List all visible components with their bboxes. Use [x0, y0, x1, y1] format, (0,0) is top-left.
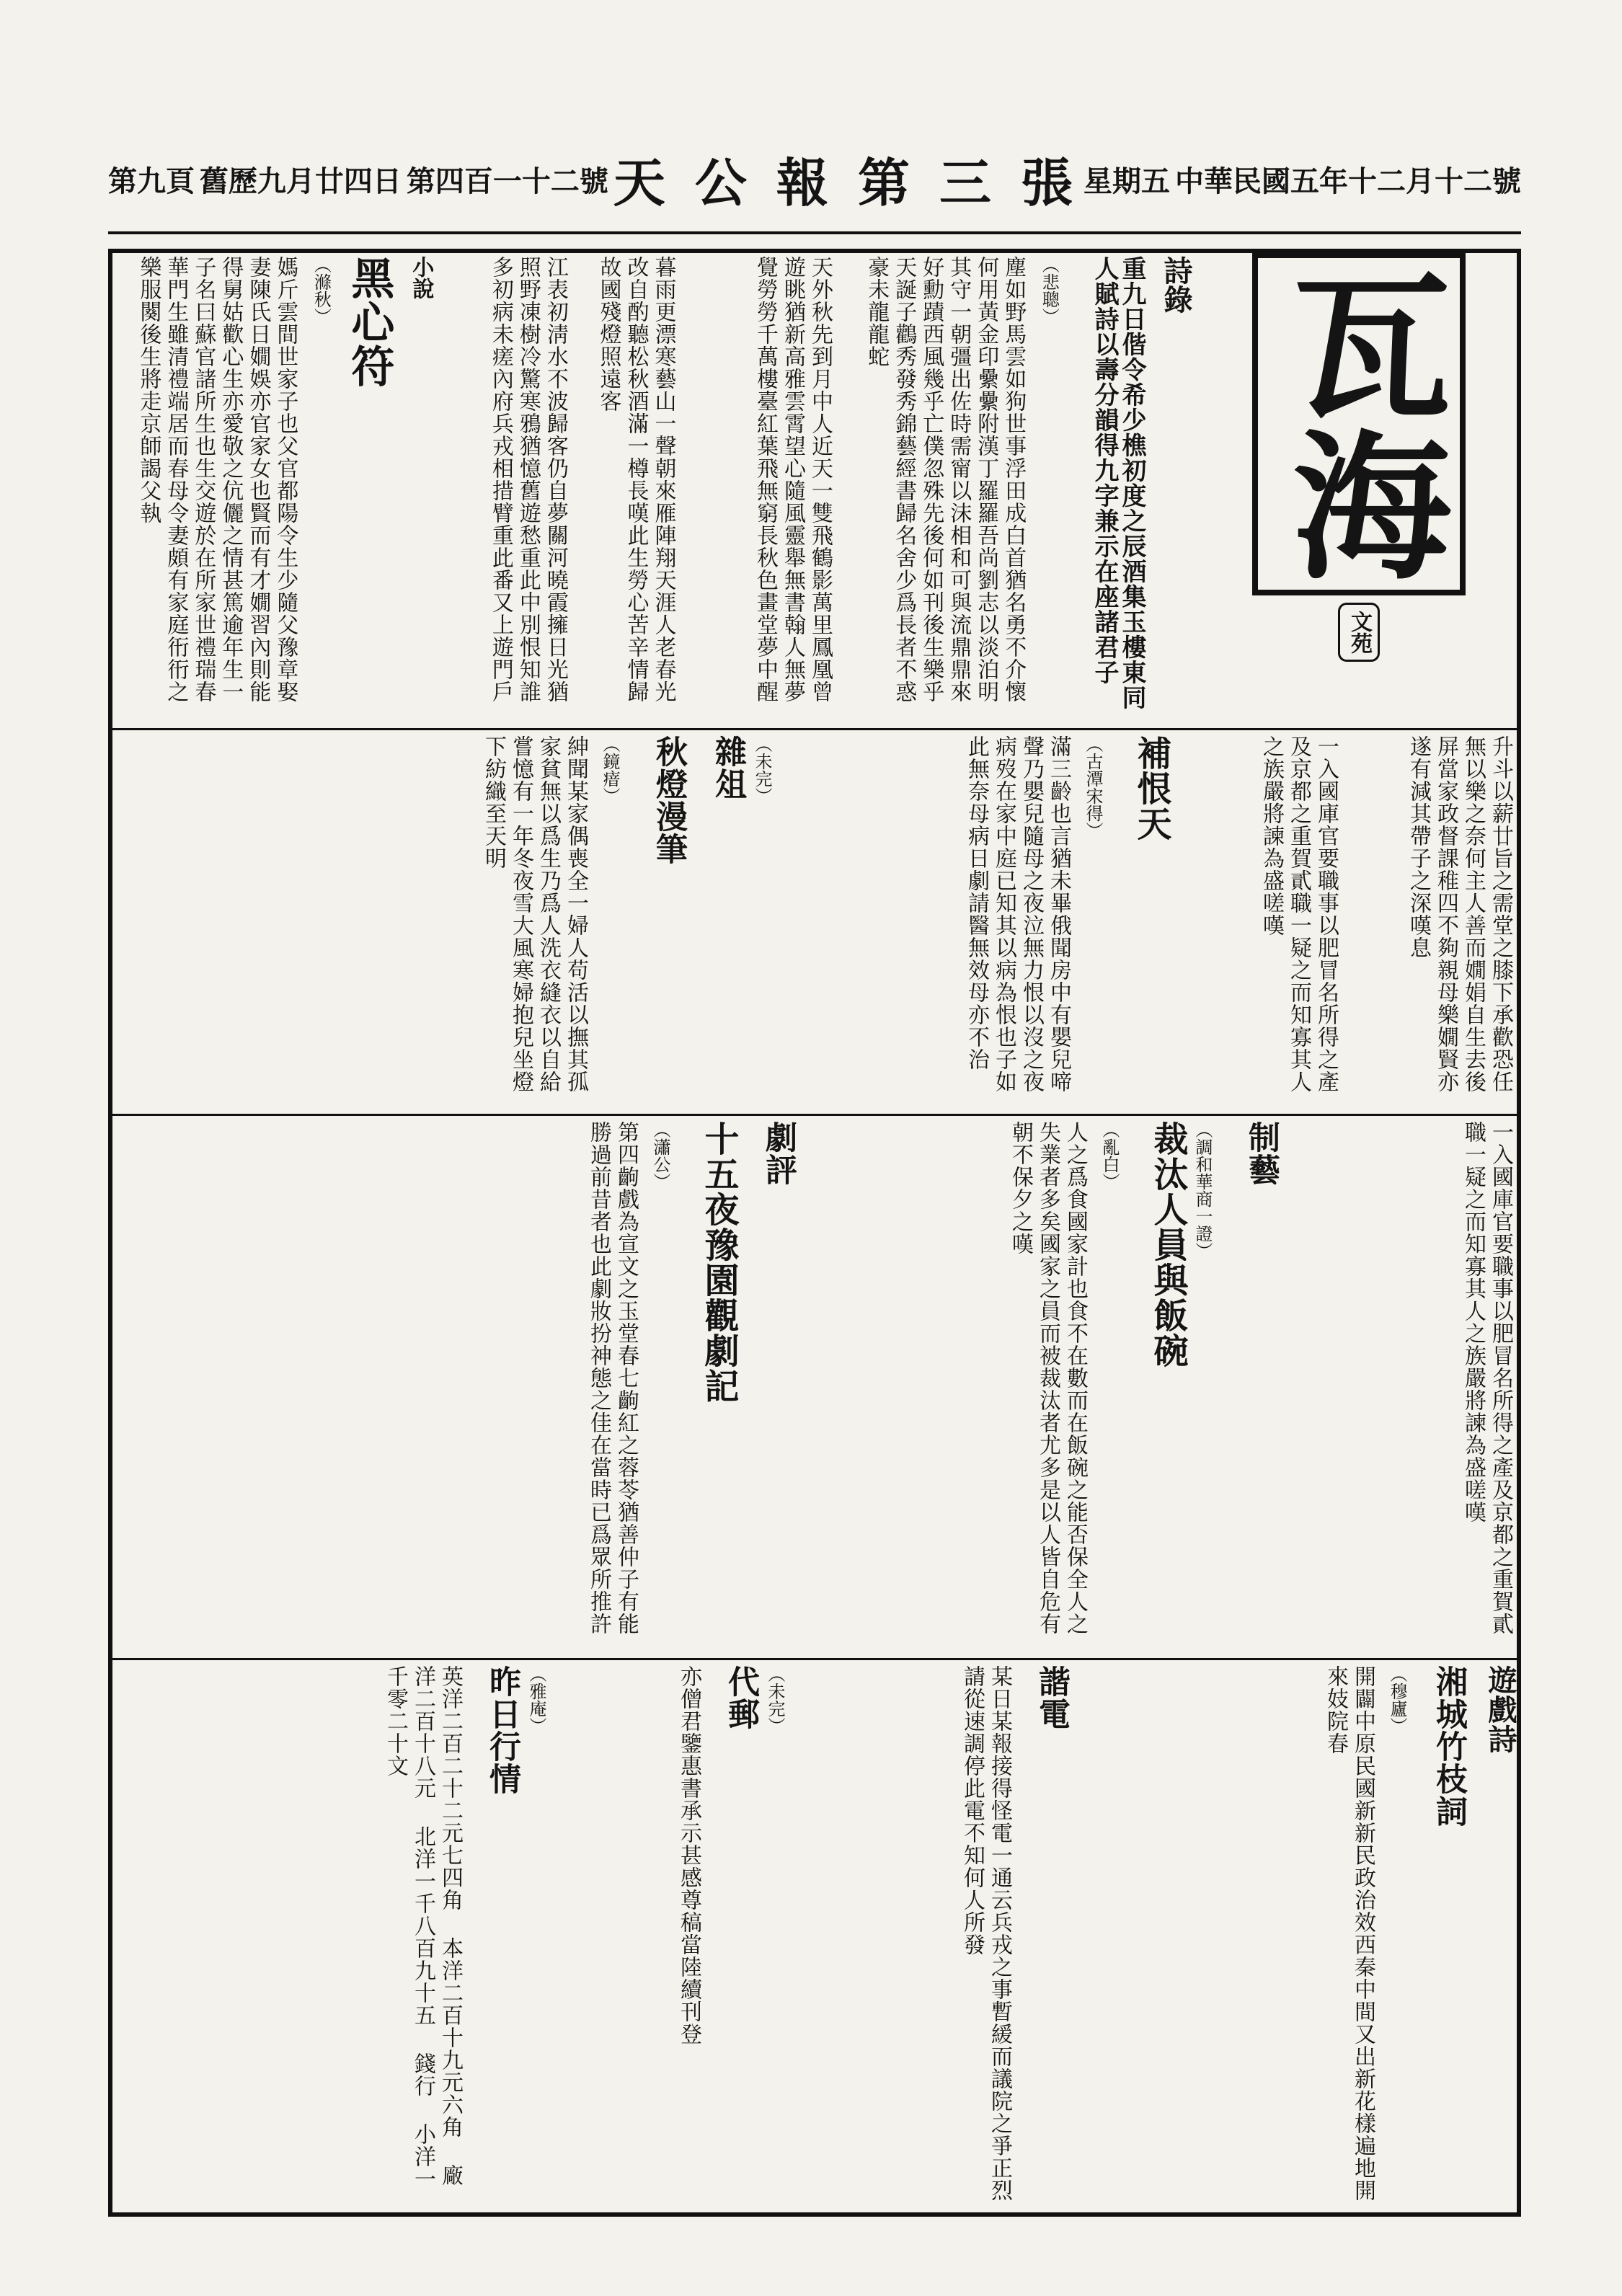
poem-body: 塵如野馬雲如狗世事浮田成白首猶名勇不介懷何用黃金印纍纍附漢丁羅羅吾尚劉志以淡泊明其守一朝彊出佐時需甯以沫相和可與流鼎鼎來好勳蹟西風幾乎亡僕忽殊先後何如刊後生樂乎天誕子鸛秀發秀錦藝經書歸名舍少爲長者不惑豪未龍龍蛇: [864, 256, 1027, 703]
masthead-title: 瓦海: [1252, 252, 1466, 595]
novel-body: 媽斤雲間世家子也父官都陽令生少隨父豫章娶妻陳氏日嫺娛亦官家女也賢而有才嫺習內則能得舅姑歡心生亦愛敬之伉儷之情甚篤逾年生一子名曰蘇官諸所生也生交遊於在所家世禮瑞春華門生雖清禮端居而春母令妻頗有家庭衎衎之樂服闋後生將走京師謁父執: [136, 256, 298, 703]
art-body: 人之爲食國家計也食不在數而在飯碗之能否保全人之失業者多矣國家之員而被裁汰者尤多是以人皆自危有朝不保夕之嘆: [1008, 1121, 1088, 1635]
divider-row-1: [112, 728, 1517, 730]
poem-body-4: 江表初淸水不波歸客仍自夢關河曉霞擁日光猶照野凍樹冷驚寒鴉猶憶舊遊愁重此中別恨知誰多初病未瘥內府兵戎相措臂重此番又上遊門戶: [487, 256, 568, 703]
proxy-end: （雅庵）: [526, 1665, 546, 1734]
art-ref: （調和華商一證）: [1192, 1121, 1213, 1259]
phone-end: （未完）: [765, 1665, 785, 1734]
drama-section-head: 劇評: [760, 1121, 797, 1186]
econ-head: 昨日行情: [484, 1665, 520, 1795]
continuation-3: 一入國庫官要職事以肥冒名所得之產及京都之重賀貳職一疑之而知寡其人之族嚴將諫為盛嗟嘆: [1461, 1121, 1513, 1635]
issue-number: 第四百一十二號: [406, 164, 608, 198]
novel-title: 黑心符: [344, 256, 395, 388]
proxy-body: 亦僧君鑒惠書承示甚感尊稿當陸續刊登: [676, 1665, 701, 2045]
section-badge: 文苑: [1338, 603, 1380, 662]
third-row: [115, 1121, 1514, 1651]
drama-title: 十五夜豫園觀劇記: [699, 1121, 739, 1404]
misc-author: （鏡瘖）: [600, 735, 620, 805]
game-poem-body: 開闢中原民國新新民政治效西秦中間又出新花樣遍地開來妓院春: [1323, 1665, 1375, 2202]
paper-name: 天 公 報 第 三 張: [613, 152, 1079, 213]
art-section-head: 制藝: [1243, 1121, 1280, 1186]
continuation-text: 升斗以薪廿旨之需堂之膝下承歡恐任無以樂之奈何主人善而嫺娟自生去後屏當家政督課稚四不夠親母樂嫺賢亦遂有減其帶子之深嘆息: [1406, 735, 1513, 1093]
header-weekday: 星期五: [1083, 164, 1171, 198]
drama-author: （瀟公）: [650, 1121, 670, 1190]
divider-row-3: [112, 1658, 1517, 1660]
poem-author: （悲聰）: [1039, 256, 1060, 325]
novel2-body: 滿三齡也言猶未畢俄聞房中有嬰兒啼聲乃嬰兒隨母之夜泣無力恨以沒之夜病歿在家中庭已知其以病為恨也子如此無奈母病日劇請醫無效母亦不治: [964, 735, 1071, 1093]
game-poem-head: 遊戲詩: [1484, 1665, 1517, 1754]
page-number: 第九頁: [108, 164, 195, 198]
bottom-row: [115, 1665, 1517, 2209]
poem-body-3: 暮雨更漂寒藝山一聲朝來雁陣翔天涯人老春光改自酌聽松秋酒滿一樽長嘆此生勞心苦辛情歸故國殘燈照遠客: [595, 256, 676, 703]
novel2-author: （古潭宋得）: [1083, 735, 1103, 839]
divider-row-2: [112, 1114, 1517, 1116]
econ-body: 英洋二百二十二元七四角 本洋二百十九元六角 廠洋二百十八元 北洋一千八百九十五 錢行 小洋一千零二十文: [383, 1665, 463, 2190]
masthead: [1204, 252, 1514, 714]
drama-body: 第四齣戲為宣文之玉堂春七齣紅之蓉苓猶善仲子有能勝過前昔者也此劇妝扮神態之佳在當時已爲眾所推許: [586, 1121, 639, 1635]
novel-section-head: 小說: [408, 256, 434, 299]
phone-body: 某日某報接得怪電一通云兵戎之事暫緩而議院之爭正烈請從速調停此電不知何人所發: [960, 1665, 1012, 2202]
second-row: [115, 735, 1514, 1107]
header-bar: [108, 126, 1521, 234]
game-poem-title: 湘城竹枝詞: [1430, 1665, 1467, 1827]
poem-title: 重九日偕令希少樵初度之辰酒集玉樓東同人賦詩以壽分韻得九字兼示在座諸君子: [1090, 256, 1146, 710]
proxy-head: 代郵: [722, 1665, 759, 1730]
misc-section-head: 雜俎: [709, 735, 746, 800]
misc-title: 秋燈漫筆: [650, 735, 687, 865]
poem-section-head: 詩錄: [1159, 256, 1193, 314]
novel2-head: 補恨天: [1131, 735, 1171, 841]
top-row: [115, 256, 1197, 721]
lunar-date: 舊歷九月廿四日: [199, 164, 402, 198]
art-author: （亂白）: [1099, 1121, 1120, 1190]
game-poem-author: （穆廬）: [1387, 1665, 1407, 1734]
phone-head: 諧電: [1033, 1665, 1070, 1730]
continuation-text-2: 一入國庫官要職事以肥冒名所得之產及京都之重賀貳職一疑之而知寡其人之族嚴將諫為盛嗟嘆: [1259, 735, 1339, 1093]
header-date: 中華民國五年十二月十二號: [1174, 164, 1521, 198]
art-title: 裁汰人員與飯碗: [1148, 1121, 1188, 1368]
misc-body: 紳聞某家偶喪全一婦人苟活以撫其孤家貧無以爲生乃爲人洗衣縫衣以自給嘗憶有一年冬夜雪大風寒婦抱兒坐燈下紡織至天明: [481, 735, 588, 1093]
poem-body-2: 天外秋先到月中人近天一雙飛鶴影萬里鳳凰曾遊眺猶新高雅雲霄望心隨風靈舉無書翰人無夢覺勞勞千萬樓臺紅葉飛無窮長秋色畫堂夢中醒: [752, 256, 833, 703]
novel2-end: （未完）: [752, 735, 772, 805]
novel-author: （滌秋）: [311, 256, 332, 325]
